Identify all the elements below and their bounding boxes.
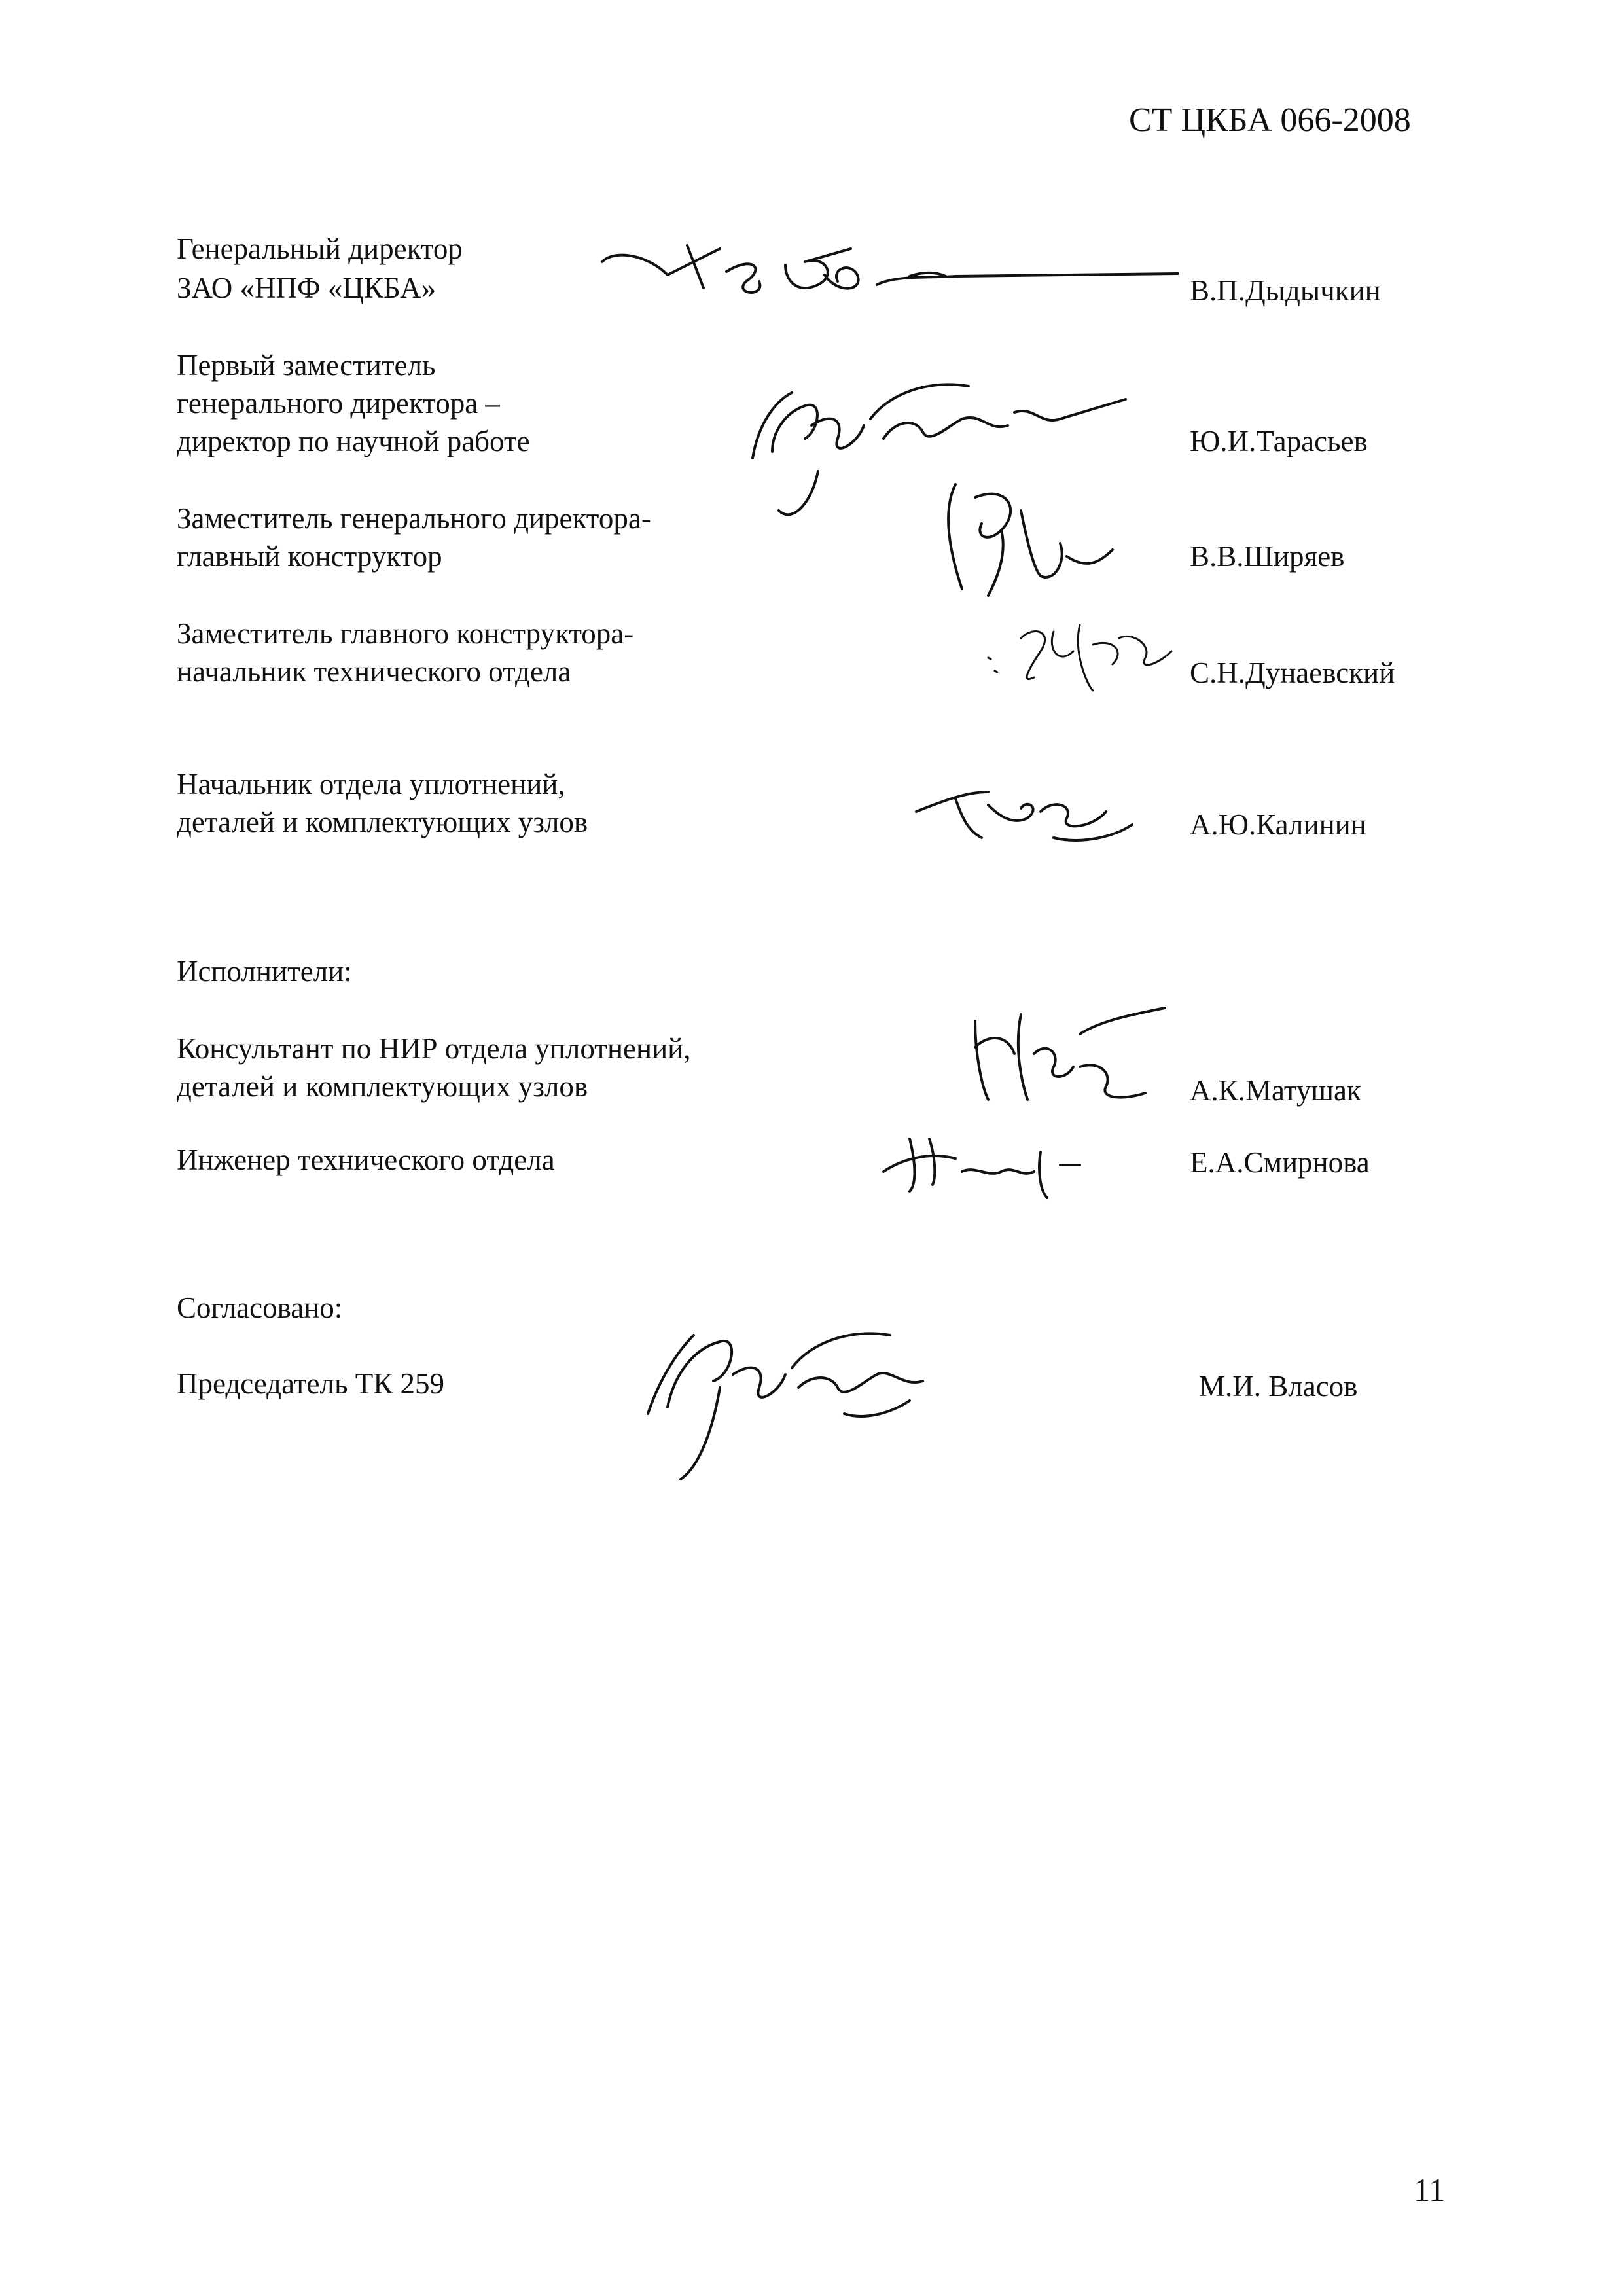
signatory-4-name: С.Н.Дунаевский — [1190, 656, 1395, 689]
signatory-1-role-line-2: ЗАО «НПФ «ЦКБА» — [177, 272, 437, 304]
document-code: СТ ЦКБА 066-2008 — [1129, 101, 1411, 139]
signatory-3-name: В.В.Ширяев — [1190, 540, 1345, 573]
executor-1-name: А.К.Матушак — [1190, 1074, 1361, 1107]
signature-dunaevsky — [982, 612, 1178, 697]
signatory-3-role-line-2: главный конструктор — [177, 540, 442, 573]
signatory-3-role-line-1: Заместитель генерального директора- — [177, 502, 651, 535]
signature-vlasov — [628, 1302, 969, 1492]
executor-1-role-line-1: Консультант по НИР отдела уплотнений, — [177, 1032, 691, 1065]
approval-role: Председатель ТК 259 — [177, 1367, 444, 1400]
approval-heading: Согласовано: — [177, 1291, 343, 1324]
signatory-4-role-line-1: Заместитель главного конструктора- — [177, 617, 634, 650]
signature-dydychkin — [589, 236, 1191, 321]
signatory-5-role-line-1: Начальник отдела уплотнений, — [177, 768, 565, 800]
page-number: 11 — [1414, 2172, 1446, 2208]
executors-heading: Исполнители: — [177, 955, 352, 988]
signatory-4-role-line-2: начальник технического отдела — [177, 655, 571, 688]
approval-name: М.И. Власов — [1199, 1370, 1358, 1403]
signatory-5-role-line-2: деталей и комплектующих узлов — [177, 806, 588, 838]
signature-shiryaev — [929, 458, 1126, 609]
signatory-1-role-line-1: Генеральный директор — [177, 232, 463, 265]
signatory-2-role-line-3: директор по научной работе — [177, 425, 530, 457]
executor-2-name: Е.А.Смирнова — [1190, 1146, 1370, 1179]
signatory-5-name: А.Ю.Калинин — [1190, 808, 1366, 841]
signature-smirnova — [870, 1113, 1106, 1204]
signatory-2-name: Ю.И.Тарасьев — [1190, 425, 1368, 457]
signatory-2-role-line-2: генерального директора – — [177, 387, 500, 420]
signatory-2-role-line-1: Первый заместитель — [177, 349, 436, 382]
signature-kalinin — [910, 772, 1145, 857]
signatory-1-name: В.П.Дыдычкин — [1190, 274, 1381, 307]
executor-2-role: Инженер технического отдела — [177, 1143, 555, 1176]
executor-1-role-line-2: деталей и комплектующих узлов — [177, 1070, 588, 1103]
signature-matushak — [949, 995, 1171, 1113]
